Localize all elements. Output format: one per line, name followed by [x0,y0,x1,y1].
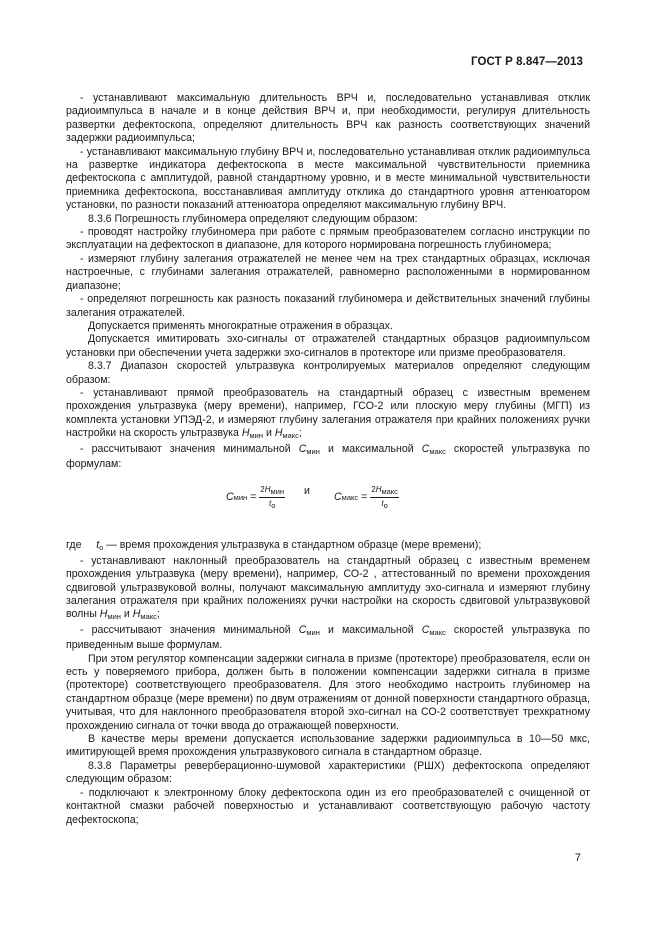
section-heading: 8.3.8 Параметры реверберационно-шумовой характеристики (РШХ) дефектоскопа определяют следующим образом: [66,759,590,786]
speed-formula [66,485,590,531]
paragraph-speed-range: - устанавливают прямой преобразователь на стандартный образец с известным временем прохождения ультразвука (меру времени), например, ГСО-2 или плоскую меру глубины (МГП) из комплекта установки УПЭД-2, и измеряют глубину залегания отражателя при крайних положениях ручки настройки на скорость ультразвука $H_{мин}$ и $H_{макс}$; [66,386,590,441]
paragraph: - устанавливают максимальную глубину ВРЧ и, последовательно устанавливая отклик радиоимпульса на развертке индикатора дефектоскопа в месте максимальной чувствительности приемника дефектоскопа с амплитудой, равной стандартному уровню, и в месте минимальной чувствительности приемника дефектоскопа, восстанавливая амплитуду отклика до стандартного уровня аттенюатором установки, по разности показаний аттенюатора определяют максимальную глубину ВРЧ. [66,145,590,212]
paragraph: - подключают к электронному блоку дефектоскопа один из его преобразователей с очищенной от контактной смазки рабочей поверхностью и устанавливают соответствующую рабочую частоту дефектоскопа; [66,786,590,826]
formula-max: C макс = $\frac{\text{2Hмакс}}{tо}$ [334,485,398,511]
section-heading: 8.3.7 Диапазон скоростей ультразвука контролируемых материалов определяют следующим образом: [66,360,590,386]
paragraph-calc-2: - рассчитывают значения минимальной $C_{мин}$ и максимальной $C_{макс}$ скоростей ультразвука по приведенным выше формулам. [66,623,590,652]
fraction: $\frac{\text{2Hмакс}}{tо}$ [371,485,398,511]
paragraph: - измеряют глубину залегания отражателей не менее чем на трех стандартных образцах, исключая настроечные, с глубинами залегания отражателей, равномерно расположенными в нормированном диапазоне; [66,252,590,292]
fraction: $\frac{\text{2Hмин}}{tо}$ [260,485,285,511]
page-number: 7 [574,852,581,864]
paragraph-calc: - рассчитывают значения минимальной $C_{мин}$ и максимальной $C_{макс}$ скоростей ультразвука по формулам: [66,442,590,470]
paragraph: - определяют погрешность как разность показаний глубиномера и действительных значений глубины залегания отражателей. [66,293,590,319]
paragraph: - устанавливают максимальную длительность ВРЧ и, последовательно устанавливая отклик радиоимпульса в начале и в конце действия ВРЧ и, при необходимости, регулируя длительность развертки дефектоскопа, определяют длительность ВРЧ как разность соответствующих значений задержки радиоимпульса; [66,92,590,145]
document-body [66,92,590,827]
section-heading: 8.3.6 Погрешность глубиномера определяют следующим образом: [88,212,418,225]
paragraph: Допускается применять многократные отражения в образцах. [88,319,393,332]
formula-and: и [304,485,310,498]
paragraph-angle-probe: - устанавливают наклонный преобразователь на стандартный образец с известным временем прохождения ультразвука (меру времени), например, СО-2 , аттестованный по времени прохождения сдвиговой ультразвуковой волны, получают максимальную амплитуду эхо-сигнала и измеряют глубину залегания отражателя при крайних положениях ручки настройки на скорость сдвиговой ультразвуковой волны $H_{мин}$ и $H_{макс}$; [66,554,590,622]
paragraph: При этом регулятор компенсации задержки сигнала в призме (протекторе) преобразователя, если он есть у поверяемого прибора, должен быть в положении компенсации задержки сигнала в призме (протекторе) соответствующего преобразователя. Для этого необходимо настроить глубиномер на стандартном образце (мере времени) по двум отражениям от донной поверхности стандартного образца, учитывая, что для наклонного преобразователя второй эхо-сигнал на СО-2 соответствует трехкратному прохождению сигнала от точки ввода до отражающей поверхности. [66,652,590,732]
document-code: ГОСТ Р 8.847—2013 [471,56,583,68]
where-clause: где $t_о$ — время прохождения ультразвука в стандартном образце (мере времени); [66,539,482,553]
formula-min: C мин = $\frac{\text{2Hмин}}{tо}$ [226,485,285,511]
paragraph: - проводят настройку глубиномера при работе с прямым преобразователем согласно инструкции по эксплуатации на дефектоскоп в диапазоне, для которого нормирована погрешность глубиномера; [66,226,590,252]
paragraph: Допускается имитировать эхо-сигналы от отражателей стандартных образцов радиоимпульсом установки при обеспечении учета задержки эхо-сигналов в протекторе или призме преобразователя. [66,333,590,359]
paragraph: В качестве меры времени допускается использование задержки радиоимпульса в 10—50 мкс, имитирующей время прохождения ультразвукового сигнала в стандартном образце. [66,733,590,759]
